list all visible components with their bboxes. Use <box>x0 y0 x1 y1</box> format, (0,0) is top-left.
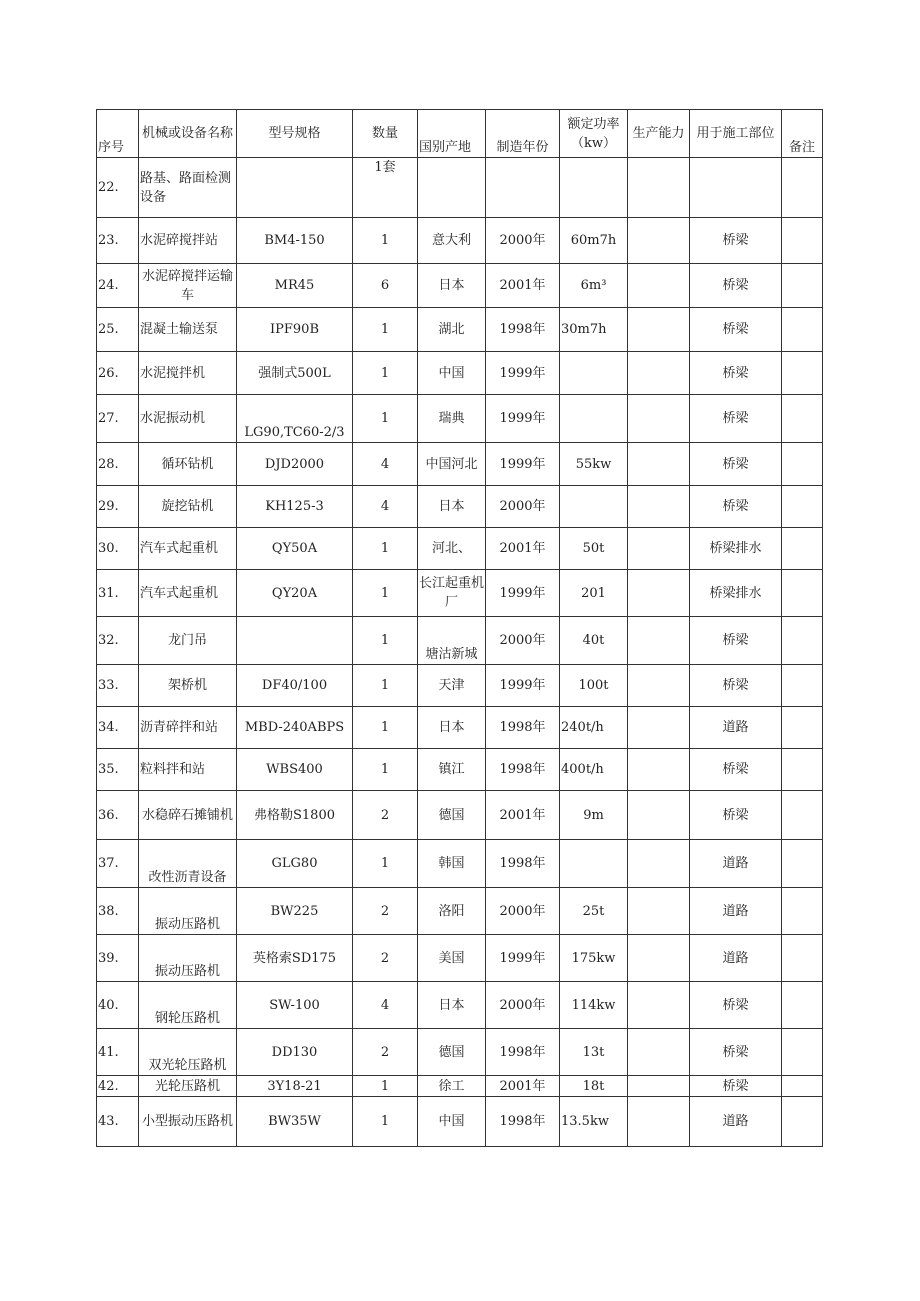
header-origin: 国别产地 <box>418 110 486 158</box>
cell-power: 13.5kw <box>560 1097 628 1147</box>
table-row <box>97 218 823 264</box>
cell-power: 60m7h <box>560 218 628 264</box>
cell-usage: 道路 <box>690 840 782 888</box>
cell-power: 50t <box>560 528 628 570</box>
cell-model: 英格索SD175 <box>237 935 353 982</box>
cell-model: WBS400 <box>237 749 353 791</box>
cell-qty: 1 <box>353 218 418 264</box>
cell-year: 2000年 <box>486 982 560 1029</box>
table-row <box>97 264 823 308</box>
cell-usage: 桥梁 <box>690 486 782 528</box>
cell-seq: 38. <box>97 888 139 935</box>
cell-origin: 徐工 <box>418 1076 486 1097</box>
cell-name: 水稳碎石摊铺机 <box>139 791 237 840</box>
cell-usage: 桥梁 <box>690 665 782 707</box>
cell-model: QY20A <box>237 570 353 617</box>
cell-remark <box>782 840 823 888</box>
cell-power <box>560 840 628 888</box>
cell-model: MBD-240ABPS <box>237 707 353 749</box>
cell-origin: 中国 <box>418 1097 486 1147</box>
cell-qty: 6 <box>353 264 418 308</box>
cell-origin: 日本 <box>418 486 486 528</box>
cell-year: 2001年 <box>486 791 560 840</box>
cell-usage: 道路 <box>690 1097 782 1147</box>
cell-seq: 26. <box>97 352 139 395</box>
cell-year: 1999年 <box>486 352 560 395</box>
cell-model: LG90,TC60-2/3 <box>237 395 353 443</box>
cell-name: 沥青碎拌和站 <box>139 707 237 749</box>
equipment-table <box>96 109 823 1147</box>
cell-name: 改性沥青设备 <box>139 840 237 888</box>
cell-power <box>560 395 628 443</box>
cell-model: GLG80 <box>237 840 353 888</box>
cell-remark <box>782 570 823 617</box>
cell-origin: 中国河北 <box>418 443 486 486</box>
cell-year: 1998年 <box>486 840 560 888</box>
cell-usage: 桥梁 <box>690 264 782 308</box>
cell-usage: 桥梁 <box>690 749 782 791</box>
cell-qty: 2 <box>353 888 418 935</box>
cell-year: 2000年 <box>486 617 560 665</box>
cell-name: 小型振动压路机 <box>139 1097 237 1147</box>
cell-usage: 桥梁 <box>690 443 782 486</box>
cell-qty: 1 <box>353 528 418 570</box>
cell-name: 水泥搅拌机 <box>139 352 237 395</box>
cell-qty: 1 <box>353 308 418 352</box>
cell-year: 2000年 <box>486 218 560 264</box>
cell-usage: 桥梁 <box>690 982 782 1029</box>
cell-seq: 42. <box>97 1076 139 1097</box>
cell-seq: 35. <box>97 749 139 791</box>
cell-origin <box>418 158 486 218</box>
table-row <box>97 528 823 570</box>
cell-seq: 27. <box>97 395 139 443</box>
table-row <box>97 443 823 486</box>
cell-usage: 桥梁 <box>690 218 782 264</box>
cell-remark <box>782 443 823 486</box>
cell-usage <box>690 158 782 218</box>
cell-qty: 4 <box>353 443 418 486</box>
cell-remark <box>782 791 823 840</box>
cell-remark <box>782 982 823 1029</box>
cell-capacity <box>628 570 690 617</box>
cell-year: 1998年 <box>486 308 560 352</box>
cell-power: 201 <box>560 570 628 617</box>
cell-year: 2001年 <box>486 528 560 570</box>
cell-qty: 1 <box>353 352 418 395</box>
cell-qty: 4 <box>353 486 418 528</box>
cell-seq: 37. <box>97 840 139 888</box>
table-body <box>97 158 823 1147</box>
cell-model: BW225 <box>237 888 353 935</box>
cell-seq: 22. <box>97 158 139 218</box>
header-year: 制造年份 <box>486 110 560 158</box>
cell-origin: 日本 <box>418 264 486 308</box>
cell-qty: 2 <box>353 935 418 982</box>
cell-year: 2001年 <box>486 1076 560 1097</box>
cell-capacity <box>628 264 690 308</box>
cell-name: 双光轮压路机 <box>139 1029 237 1076</box>
cell-usage: 桥梁 <box>690 395 782 443</box>
cell-power: 175kw <box>560 935 628 982</box>
cell-seq: 30. <box>97 528 139 570</box>
header-name: 机械或设备名称 <box>139 110 237 158</box>
header-remark: 备注 <box>782 110 823 158</box>
cell-capacity <box>628 528 690 570</box>
cell-power: 30m7h <box>560 308 628 352</box>
cell-model <box>237 617 353 665</box>
cell-name: 振动压路机 <box>139 935 237 982</box>
cell-name: 龙门吊 <box>139 617 237 665</box>
cell-remark <box>782 158 823 218</box>
table-row <box>97 308 823 352</box>
cell-seq: 40. <box>97 982 139 1029</box>
cell-power: 6m³ <box>560 264 628 308</box>
cell-capacity <box>628 486 690 528</box>
cell-power: 55kw <box>560 443 628 486</box>
cell-origin: 洛阳 <box>418 888 486 935</box>
cell-remark <box>782 665 823 707</box>
cell-name: 水泥碎搅拌站 <box>139 218 237 264</box>
header-usage: 用于施工部位 <box>690 110 782 158</box>
cell-usage: 桥梁 <box>690 617 782 665</box>
cell-remark <box>782 308 823 352</box>
cell-year <box>486 158 560 218</box>
cell-remark <box>782 395 823 443</box>
cell-usage: 桥梁 <box>690 308 782 352</box>
cell-usage: 桥梁 <box>690 791 782 840</box>
cell-qty: 1 <box>353 617 418 665</box>
cell-year: 1999年 <box>486 395 560 443</box>
cell-capacity <box>628 791 690 840</box>
header-qty: 数量 <box>353 110 418 158</box>
cell-name: 汽车式起重机 <box>139 570 237 617</box>
cell-model: 3Y18-21 <box>237 1076 353 1097</box>
cell-power: 9m <box>560 791 628 840</box>
cell-power: 114kw <box>560 982 628 1029</box>
header-row <box>97 110 823 158</box>
table-row <box>97 570 823 617</box>
cell-qty: 1 <box>353 749 418 791</box>
table-row <box>97 935 823 982</box>
cell-model: BM4-150 <box>237 218 353 264</box>
cell-model: KH125-3 <box>237 486 353 528</box>
cell-power: 240t/h <box>560 707 628 749</box>
cell-year: 1999年 <box>486 665 560 707</box>
cell-power: 100t <box>560 665 628 707</box>
cell-year: 1998年 <box>486 1029 560 1076</box>
cell-remark <box>782 749 823 791</box>
cell-origin: 湖北 <box>418 308 486 352</box>
cell-capacity <box>628 218 690 264</box>
header-model: 型号规格 <box>237 110 353 158</box>
cell-year: 2000年 <box>486 486 560 528</box>
header-capacity: 生产能力 <box>628 110 690 158</box>
table-row <box>97 395 823 443</box>
cell-seq: 34. <box>97 707 139 749</box>
cell-seq: 25. <box>97 308 139 352</box>
cell-qty: 2 <box>353 1029 418 1076</box>
cell-usage: 道路 <box>690 888 782 935</box>
cell-origin: 日本 <box>418 707 486 749</box>
cell-model: SW-100 <box>237 982 353 1029</box>
cell-qty: 1 <box>353 570 418 617</box>
cell-capacity <box>628 665 690 707</box>
cell-model: QY50A <box>237 528 353 570</box>
cell-origin: 河北、 <box>418 528 486 570</box>
table-row <box>97 158 823 218</box>
cell-capacity <box>628 840 690 888</box>
table-row <box>97 617 823 665</box>
table-row <box>97 749 823 791</box>
cell-name: 水泥碎搅拌运输车 <box>139 264 237 308</box>
table-row <box>97 791 823 840</box>
cell-year: 1999年 <box>486 935 560 982</box>
table-row <box>97 352 823 395</box>
cell-model <box>237 158 353 218</box>
cell-name: 汽车式起重机 <box>139 528 237 570</box>
cell-name: 光轮压路机 <box>139 1076 237 1097</box>
cell-year: 1999年 <box>486 443 560 486</box>
cell-capacity <box>628 888 690 935</box>
cell-origin: 长江起重机厂 <box>418 570 486 617</box>
cell-origin: 瑞典 <box>418 395 486 443</box>
cell-qty: 1 <box>353 395 418 443</box>
cell-model: DF40/100 <box>237 665 353 707</box>
cell-usage: 桥梁 <box>690 352 782 395</box>
table-row <box>97 486 823 528</box>
cell-origin: 韩国 <box>418 840 486 888</box>
cell-remark <box>782 935 823 982</box>
cell-seq: 28. <box>97 443 139 486</box>
cell-capacity <box>628 1076 690 1097</box>
cell-remark <box>782 617 823 665</box>
cell-power: 25t <box>560 888 628 935</box>
cell-year: 1999年 <box>486 570 560 617</box>
cell-year: 2000年 <box>486 888 560 935</box>
cell-origin: 镇江 <box>418 749 486 791</box>
cell-seq: 29. <box>97 486 139 528</box>
cell-capacity <box>628 443 690 486</box>
cell-capacity <box>628 158 690 218</box>
cell-qty: 1套 <box>353 158 418 218</box>
cell-qty: 1 <box>353 1076 418 1097</box>
cell-origin: 德国 <box>418 791 486 840</box>
cell-model: IPF90B <box>237 308 353 352</box>
cell-name: 振动压路机 <box>139 888 237 935</box>
cell-capacity <box>628 1029 690 1076</box>
cell-capacity <box>628 982 690 1029</box>
cell-seq: 43. <box>97 1097 139 1147</box>
cell-power: 40t <box>560 617 628 665</box>
table-row <box>97 840 823 888</box>
header-power: 额定功率（kw） <box>560 110 628 158</box>
cell-origin: 美国 <box>418 935 486 982</box>
cell-name: 架桥机 <box>139 665 237 707</box>
cell-model: 弗格勒S1800 <box>237 791 353 840</box>
cell-usage: 桥梁 <box>690 1076 782 1097</box>
cell-capacity <box>628 749 690 791</box>
table-row <box>97 1076 823 1097</box>
cell-model: DJD2000 <box>237 443 353 486</box>
cell-origin: 德国 <box>418 1029 486 1076</box>
cell-remark <box>782 486 823 528</box>
table-row <box>97 1097 823 1147</box>
cell-year: 1998年 <box>486 1097 560 1147</box>
cell-name: 路基、路面检测设备 <box>139 158 237 218</box>
cell-name: 钢轮压路机 <box>139 982 237 1029</box>
cell-qty: 1 <box>353 840 418 888</box>
cell-origin: 天津 <box>418 665 486 707</box>
cell-origin: 意大利 <box>418 218 486 264</box>
cell-remark <box>782 528 823 570</box>
cell-origin: 中国 <box>418 352 486 395</box>
cell-year: 1998年 <box>486 749 560 791</box>
cell-remark <box>782 1097 823 1147</box>
cell-qty: 1 <box>353 1097 418 1147</box>
cell-name: 粒料拌和站 <box>139 749 237 791</box>
cell-seq: 39. <box>97 935 139 982</box>
cell-power: 13t <box>560 1029 628 1076</box>
cell-remark <box>782 264 823 308</box>
cell-year: 2001年 <box>486 264 560 308</box>
cell-seq: 23. <box>97 218 139 264</box>
cell-qty: 4 <box>353 982 418 1029</box>
cell-remark <box>782 218 823 264</box>
cell-capacity <box>628 935 690 982</box>
cell-seq: 24. <box>97 264 139 308</box>
cell-year: 1998年 <box>486 707 560 749</box>
cell-usage: 桥梁 <box>690 1029 782 1076</box>
cell-remark <box>782 888 823 935</box>
cell-usage: 桥梁排水 <box>690 570 782 617</box>
cell-capacity <box>628 707 690 749</box>
table-row <box>97 707 823 749</box>
cell-power <box>560 486 628 528</box>
cell-usage: 道路 <box>690 707 782 749</box>
cell-capacity <box>628 395 690 443</box>
cell-remark <box>782 352 823 395</box>
cell-name: 循环钻机 <box>139 443 237 486</box>
cell-power: 18t <box>560 1076 628 1097</box>
cell-seq: 41. <box>97 1029 139 1076</box>
cell-model: 强制式500L <box>237 352 353 395</box>
table-row <box>97 1029 823 1076</box>
cell-seq: 36. <box>97 791 139 840</box>
cell-model: BW35W <box>237 1097 353 1147</box>
table-row <box>97 665 823 707</box>
cell-name: 旋挖钻机 <box>139 486 237 528</box>
cell-qty: 1 <box>353 665 418 707</box>
cell-capacity <box>628 308 690 352</box>
cell-origin: 日本 <box>418 982 486 1029</box>
cell-capacity <box>628 352 690 395</box>
cell-power <box>560 352 628 395</box>
cell-remark <box>782 1029 823 1076</box>
cell-qty: 1 <box>353 707 418 749</box>
cell-origin: 塘沽新城 <box>418 617 486 665</box>
cell-seq: 31. <box>97 570 139 617</box>
cell-model: DD130 <box>237 1029 353 1076</box>
cell-usage: 道路 <box>690 935 782 982</box>
cell-capacity <box>628 617 690 665</box>
table-row <box>97 982 823 1029</box>
table-row <box>97 888 823 935</box>
cell-remark <box>782 1076 823 1097</box>
cell-name: 混凝土输送泵 <box>139 308 237 352</box>
cell-usage: 桥梁排水 <box>690 528 782 570</box>
cell-remark <box>782 707 823 749</box>
cell-power <box>560 158 628 218</box>
cell-seq: 33. <box>97 665 139 707</box>
cell-name: 水泥振动机 <box>139 395 237 443</box>
cell-power: 400t/h <box>560 749 628 791</box>
cell-seq: 32. <box>97 617 139 665</box>
header-seq: 序号 <box>97 110 139 158</box>
cell-model: MR45 <box>237 264 353 308</box>
cell-capacity <box>628 1097 690 1147</box>
cell-qty: 2 <box>353 791 418 840</box>
